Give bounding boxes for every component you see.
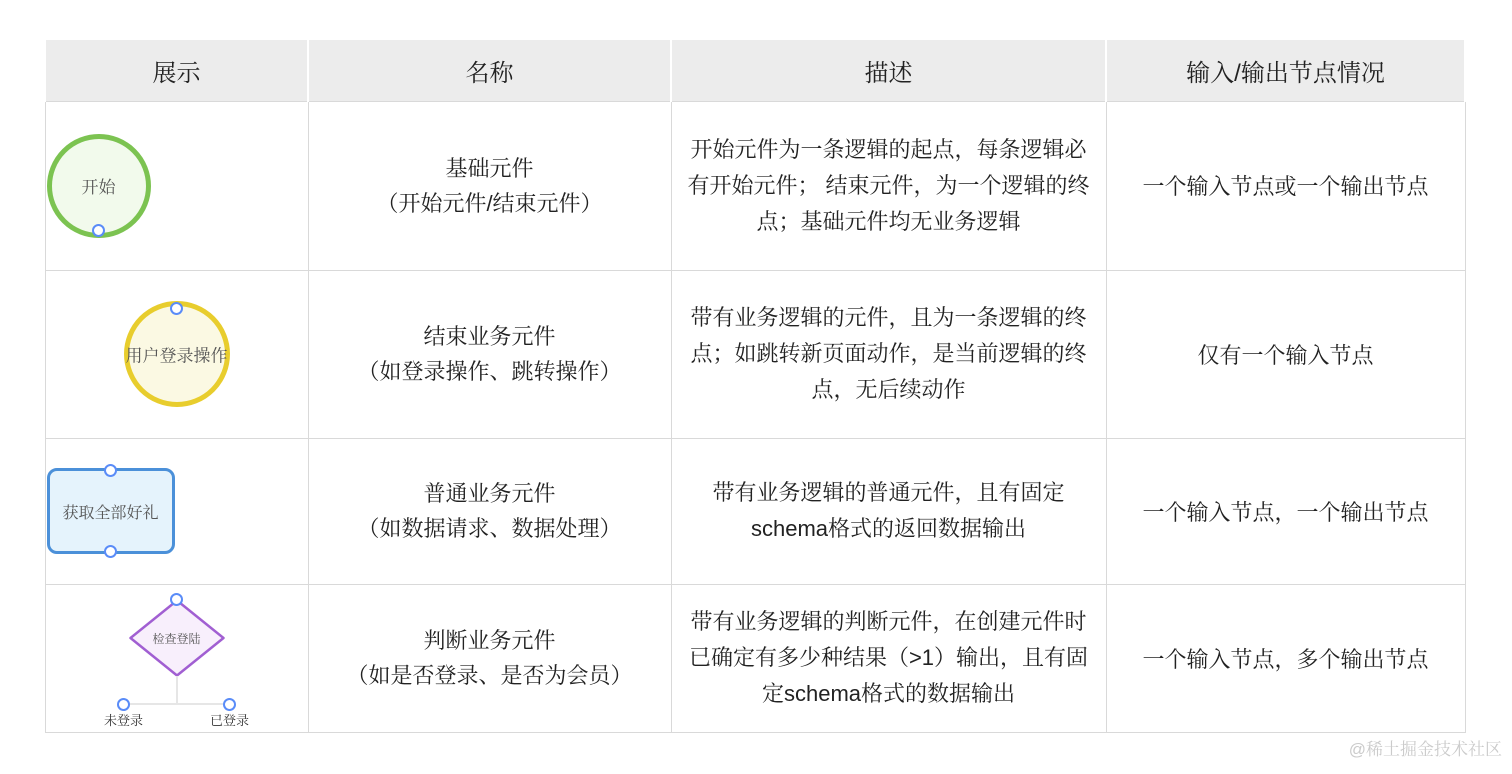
output-node-dot-right	[223, 698, 236, 711]
table-header-row	[45, 40, 1465, 101]
element-name: 结束业务元件	[423, 324, 556, 349]
output-node-dot	[104, 545, 117, 558]
process-rect-shape	[47, 468, 175, 554]
display-cell	[45, 584, 308, 732]
name-cell	[308, 584, 671, 732]
element-name-note: （如登录操作、跳转操作）	[357, 359, 622, 384]
shape-label: 用户登录操作	[125, 346, 228, 366]
header-io-nodes: 输入/输出节点情况	[1106, 40, 1465, 101]
table-row-basic-element	[45, 101, 1465, 270]
element-name-note: （如数据请求、数据处理）	[357, 516, 622, 541]
io-cell: 一个输入节点，多个输出节点	[1106, 584, 1465, 732]
name-cell	[308, 438, 671, 584]
description-cell	[671, 101, 1106, 270]
element-name: 判断业务元件	[423, 628, 556, 653]
decision-diamond-diagram	[72, 591, 282, 728]
watermark: @稀土掘金技术社区	[1348, 740, 1502, 759]
table-row-normal-business-element	[45, 438, 1465, 584]
element-description: 带有业务逻辑的普通元件，且有固定schema格式的返回数据输出	[712, 480, 1065, 541]
io-cell: 一个输入节点或一个输出节点	[1106, 101, 1465, 270]
input-node-dot	[104, 464, 117, 477]
end-circle-shape	[124, 301, 230, 407]
io-cell: 一个输入节点，一个输出节点	[1106, 438, 1465, 584]
header-display: 展示	[45, 40, 308, 101]
element-name: 基础元件	[445, 155, 534, 181]
table-row-end-business-element	[45, 270, 1465, 438]
element-name-note: （如是否登录、是否为会员）	[346, 663, 633, 688]
shape-label: 检查登陆	[152, 631, 201, 646]
branch-label-not-logged-in: 未登录	[103, 713, 143, 728]
table-row-decision-business-element	[45, 584, 1465, 732]
description-cell	[671, 584, 1106, 732]
io-cell: 仅有一个输入节点	[1106, 270, 1465, 438]
description-cell	[671, 270, 1106, 438]
shape-label: 获取全部好礼	[62, 504, 159, 522]
element-name: 普通业务元件	[423, 481, 556, 506]
branch-label-logged-in: 已登录	[209, 713, 249, 728]
element-description: 开始元件为一条逻辑的起点，每条逻辑必有开始元件； 结束元件，为一个逻辑的终点；基础元件均无业务逻辑	[687, 136, 1090, 234]
header-description: 描述	[671, 40, 1106, 101]
element-name-note: （开始元件/结束元件）	[376, 190, 603, 216]
connector-line-horizontal	[124, 703, 230, 705]
output-node-dot	[92, 224, 105, 237]
element-description: 带有业务逻辑的元件，且为一条逻辑的终点；如跳转新页面动作，是当前逻辑的终点，无后续动作	[690, 305, 1087, 402]
input-node-dot	[170, 302, 183, 315]
input-node-dot	[170, 593, 183, 606]
display-cell	[45, 101, 308, 270]
display-cell	[45, 270, 308, 438]
name-cell	[308, 270, 671, 438]
description-cell	[671, 438, 1106, 584]
output-node-dot-left	[117, 698, 130, 711]
shape-label: 开始	[81, 178, 116, 197]
flow-elements-table	[44, 40, 1466, 733]
connector-line-vertical	[176, 676, 178, 704]
name-cell	[308, 101, 671, 270]
header-name: 名称	[308, 40, 671, 101]
element-description: 带有业务逻辑的判断元件，在创建元件时已确定有多少种结果（>1）输出，且有固定schema格式的数据输出	[688, 609, 1089, 706]
display-cell	[45, 438, 308, 584]
start-circle-shape	[47, 134, 151, 238]
